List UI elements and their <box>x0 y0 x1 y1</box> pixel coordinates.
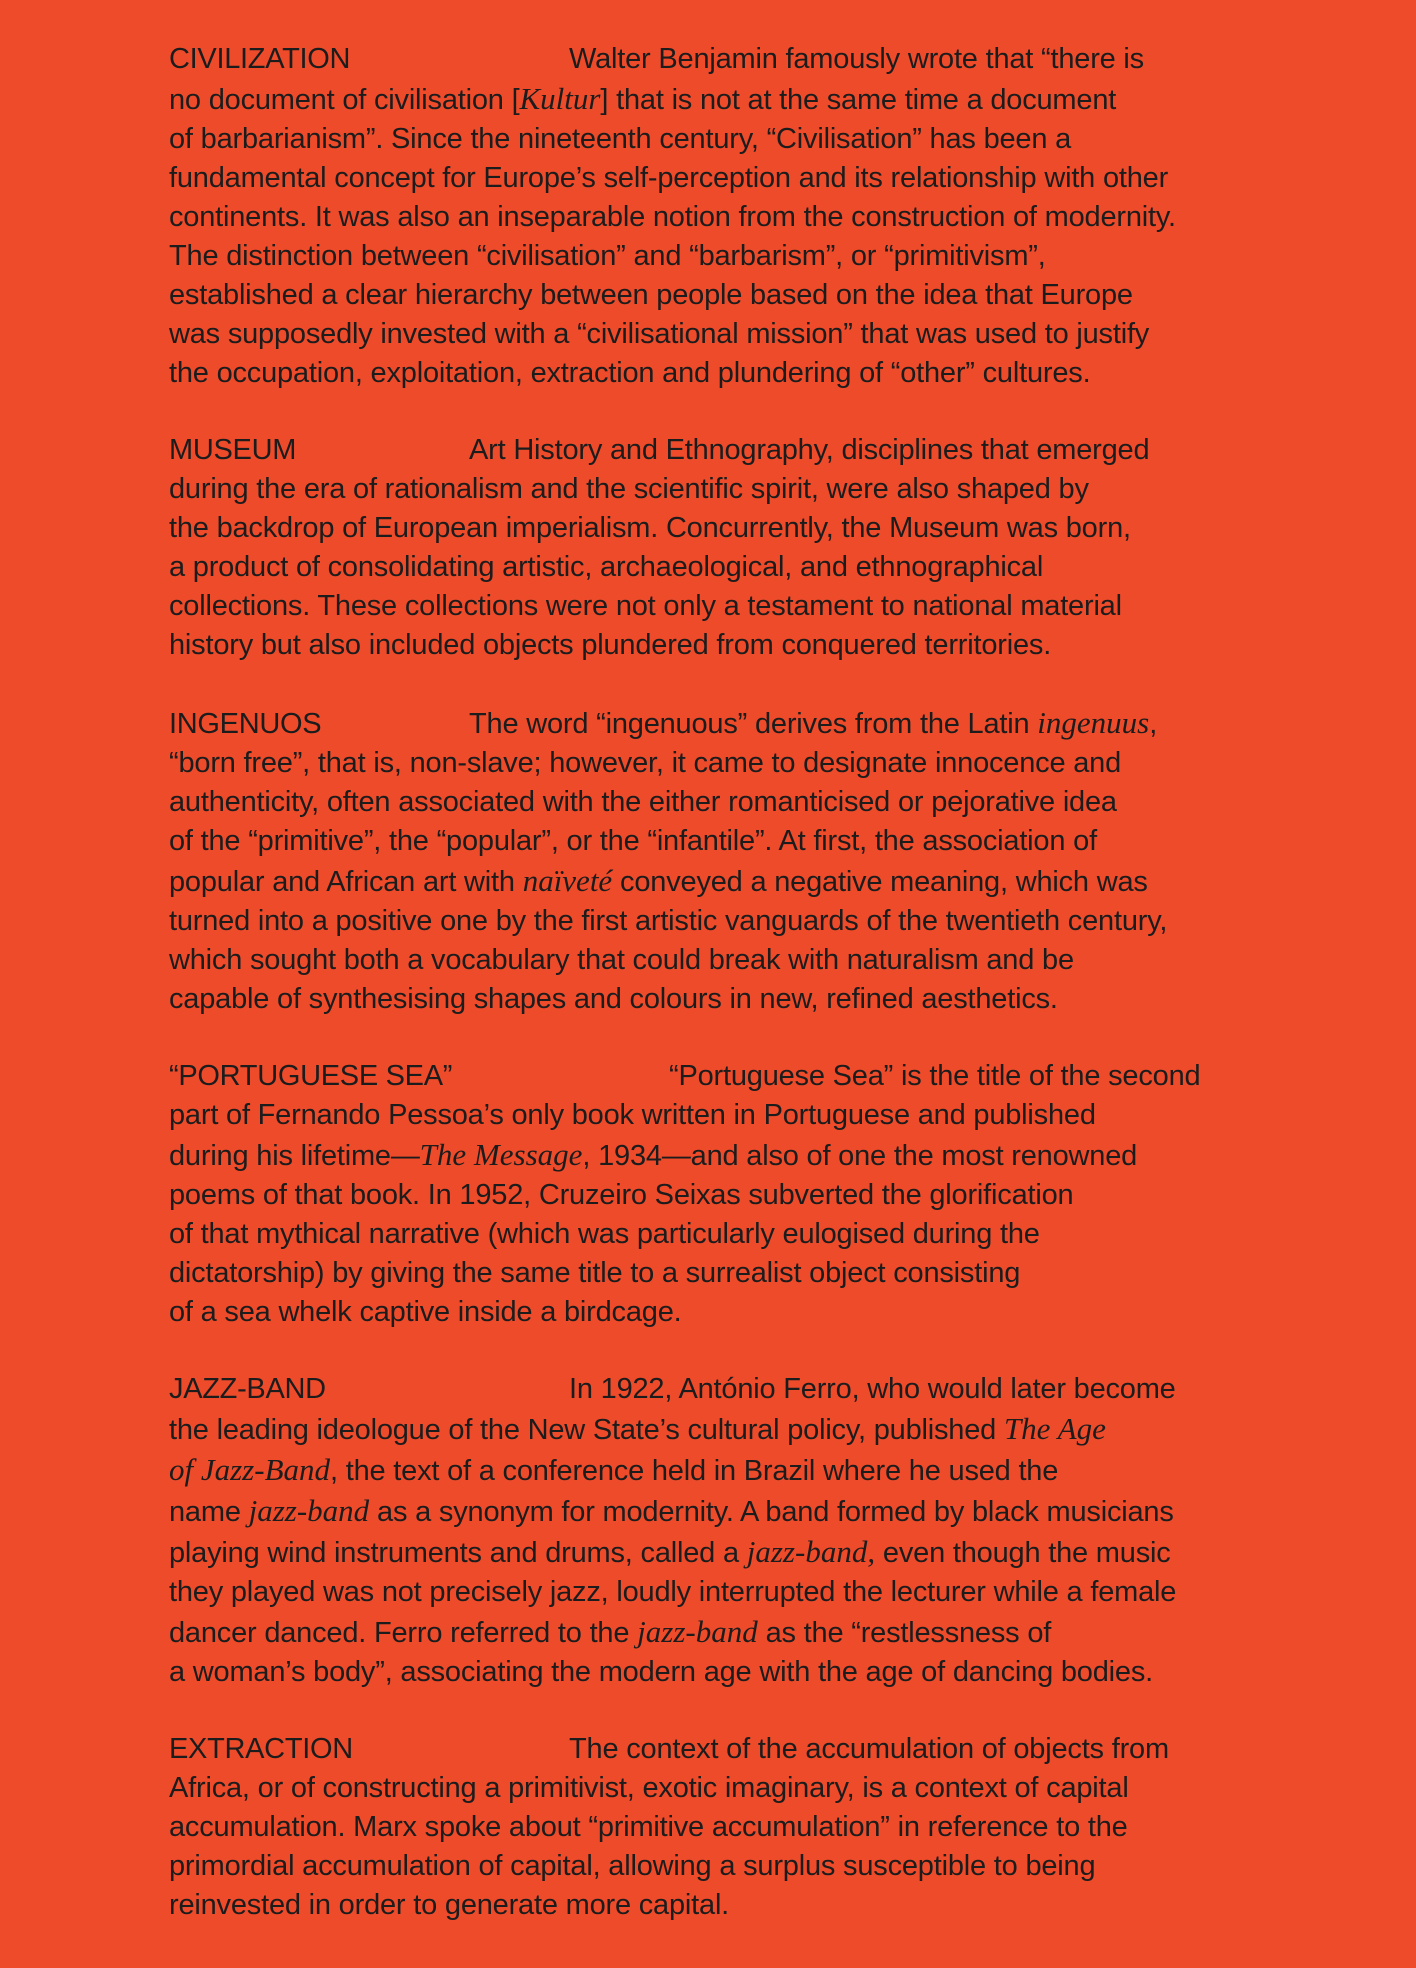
entry-line: accumulation. Marx spoke about “primitive accumulation” in reference to the <box>169 1811 1128 1843</box>
entry-extraction <box>169 1730 1369 1925</box>
entry-line: “PORTUGUESE SEA” “Portuguese Sea” is the title of the second <box>169 1057 1369 1096</box>
italic-term: naïveté <box>522 863 613 898</box>
entry-line: MUSEUM Art History and Ethnography, disciplines that emerged <box>169 431 1369 470</box>
entry-line: a product of consolidating artistic, archaeological, and ethnographical <box>169 551 1044 583</box>
italic-title: of Jazz-Band <box>169 1452 331 1487</box>
entry-jazz-band <box>169 1370 1369 1692</box>
entry-museum <box>169 431 1369 665</box>
entry-line: of the “primitive”, the “popular”, or the “infantile”. At first, the association of <box>169 825 1097 857</box>
entry-line: collections. These collections were not only a testament to national material <box>169 590 1122 622</box>
italic-term: Kultur <box>519 81 601 116</box>
entry-line: popular and African art with naïveté conveyed a negative meaning, which was <box>169 863 1148 898</box>
entry-term: CIVILIZATION <box>169 43 351 75</box>
entry-portuguese-sea <box>169 1057 1369 1332</box>
entry-line: INGENUOS The word “ingenuous” derives from the Latin ingenuus, <box>169 703 1369 744</box>
entry-term: JAZZ-BAND <box>169 1373 326 1405</box>
entry-line: fundamental concept for Europe’s self-perception and its relationship with other <box>169 162 1169 194</box>
entry-line: continents. It was also an inseparable notion from the construction of modernity. <box>169 201 1176 233</box>
italic-term: ingenuus <box>1037 705 1150 740</box>
entry-line: playing wind instruments and drums, called a jazz-band, even though the music <box>169 1534 1171 1569</box>
entry-line: The distinction between “civilisation” and “barbarism”, or “primitivism”, <box>169 240 1046 272</box>
entry-line: reinvested in order to generate more capital. <box>169 1889 730 1921</box>
entry-ingenuos <box>169 703 1369 1019</box>
entry-line: poems of that book. In 1952, Cruzeiro Seixas subverted the glorification <box>169 1179 1074 1211</box>
entry-line: no document of civilisation [Kultur] that is not at the same time a document <box>169 81 1117 116</box>
entry-line: a woman’s body”, associating the modern age with the age of dancing bodies. <box>169 1656 1153 1688</box>
entry-line: the occupation, exploitation, extraction and plundering of “other” cultures. <box>169 357 1091 389</box>
italic-term: jazz-band, <box>746 1534 876 1569</box>
entry-line: history but also included objects plundered from conquered territories. <box>169 629 1052 661</box>
entry-line: was supposedly invested with a “civilisational mission” that was used to justify <box>169 318 1150 350</box>
entry-line: part of Fernando Pessoa’s only book written in Portuguese and published <box>169 1099 1096 1131</box>
entry-line: EXTRACTION The context of the accumulation of objects from <box>169 1730 1369 1769</box>
italic-title: The Message <box>419 1137 583 1172</box>
entry-line: primordial accumulation of capital, allowing a surplus susceptible to being <box>169 1850 1096 1882</box>
entry-line: the backdrop of European imperialism. Concurrently, the Museum was born, <box>169 512 1131 544</box>
entry-line: capable of synthesising shapes and colours in new, refined aesthetics. <box>169 983 1058 1015</box>
entry-line: CIVILIZATION Walter Benjamin famously wrote that “there is <box>169 40 1369 79</box>
entry-line: dancer danced. Ferro referred to the jazz-band as the “restlessness of <box>169 1614 1052 1649</box>
entry-line: the leading ideologue of the New State’s cultural policy, published The Age <box>169 1411 1106 1446</box>
entry-term: EXTRACTION <box>169 1733 353 1765</box>
entry-line: of Jazz-Band, the text of a conference held in Brazil where he used the <box>169 1452 1059 1487</box>
entry-term: MUSEUM <box>169 434 297 466</box>
entry-line: authenticity, often associated with the either romanticised or pejorative idea <box>169 786 1117 818</box>
entry-line: during the era of rationalism and the scientific spirit, were also shaped by <box>169 473 1089 505</box>
entry-term: “PORTUGUESE SEA” <box>169 1060 453 1092</box>
entry-line: dictatorship) by giving the same title to a surrealist object consisting <box>169 1257 1021 1289</box>
entry-line: of that mythical narrative (which was particularly eulogised during the <box>169 1218 1040 1250</box>
entry-line: which sought both a vocabulary that could break with naturalism and be <box>169 944 1074 976</box>
italic-term: jazz-band <box>248 1493 370 1528</box>
entry-line: of a sea whelk captive inside a birdcage. <box>169 1296 682 1328</box>
entry-civilization <box>169 40 1369 393</box>
entry-term: INGENUOS <box>169 708 322 740</box>
entry-line: of barbarianism”. Since the nineteenth century, “Civilisation” has been a <box>169 123 1072 155</box>
entry-line: JAZZ-BAND In 1922, António Ferro, who would later become <box>169 1370 1369 1409</box>
entry-line: they played was not precisely jazz, loudly interrupted the lecturer while a female <box>169 1576 1177 1608</box>
entry-line: established a clear hierarchy between people based on the idea that Europe <box>169 279 1133 311</box>
entry-line: during his lifetime—The Message, 1934—and also of one the most renowned <box>169 1137 1138 1172</box>
entry-line: Africa, or of constructing a primitivist, exotic imaginary, is a context of capital <box>169 1772 1129 1804</box>
entry-line: turned into a positive one by the first artistic vanguards of the twentieth century, <box>169 905 1168 937</box>
italic-title: The Age <box>1003 1411 1106 1446</box>
italic-term: jazz-band <box>637 1614 758 1649</box>
entry-line: name jazz-band as a synonym for modernity. A band formed by black musicians <box>169 1493 1174 1528</box>
entry-line: “born free”, that is, non-slave; however, it came to designate innocence and <box>169 747 1122 779</box>
